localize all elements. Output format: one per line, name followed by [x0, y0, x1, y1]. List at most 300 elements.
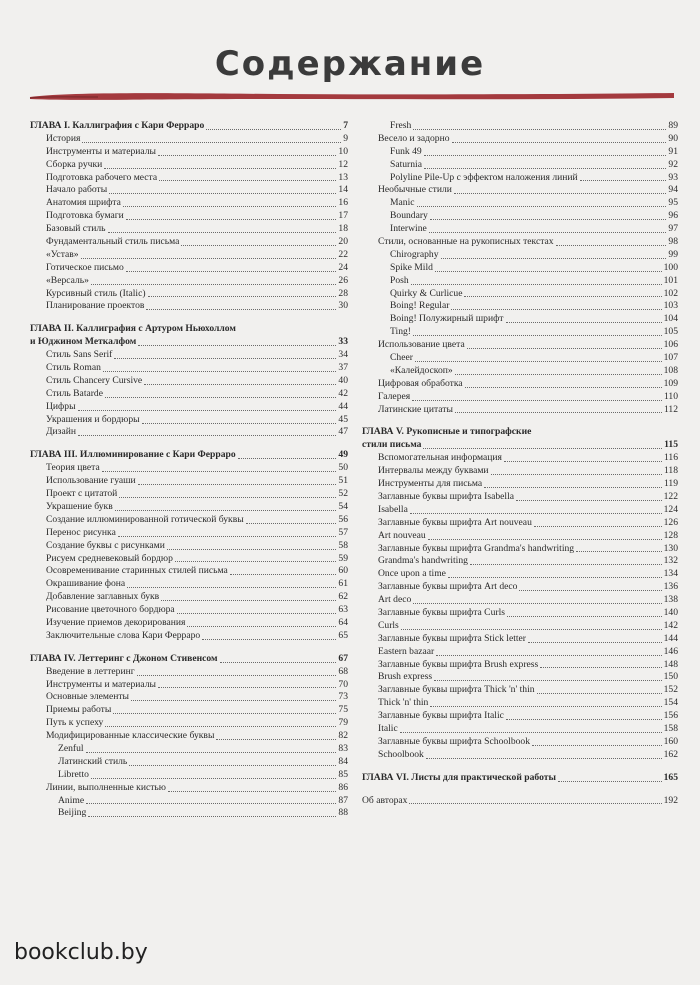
entry-title: Once upon a time [378, 568, 446, 580]
page-number: 26 [338, 274, 348, 286]
dot-leader [127, 587, 336, 588]
dot-leader [400, 732, 662, 733]
toc-entry [362, 172, 678, 185]
dot-leader [137, 675, 337, 676]
dot-leader [158, 687, 336, 688]
entry-title: Начало работы [46, 184, 108, 196]
page-number: 83 [338, 742, 348, 754]
dot-leader [131, 700, 336, 701]
toc-entry [30, 362, 348, 375]
page-number: 63 [338, 604, 348, 616]
dot-leader [467, 348, 662, 349]
page-number: 57 [338, 526, 348, 538]
dot-leader [540, 667, 661, 668]
toc-entry [30, 197, 348, 210]
dot-leader [452, 142, 667, 143]
dot-leader [429, 232, 667, 233]
toc-entry [362, 452, 678, 465]
entry-title: Funk 49 [390, 145, 422, 157]
dot-leader [91, 778, 337, 779]
toc-entry [30, 401, 348, 414]
toc-entry [362, 633, 678, 646]
watermark-text: bookclub.by [14, 940, 148, 965]
page-number: 95 [668, 197, 678, 209]
dot-leader [187, 626, 336, 627]
page-number: 128 [663, 529, 678, 541]
page-number: 30 [338, 300, 348, 312]
toc-entry [30, 275, 348, 288]
dot-leader [206, 129, 341, 130]
entry-title: Курсивный стиль (Italic) [46, 287, 146, 299]
toc-column-right [362, 120, 678, 817]
entry-title: Anime [58, 794, 85, 806]
toc-entry [362, 555, 678, 568]
page-number: 112 [663, 403, 678, 415]
toc-entry [30, 300, 348, 313]
toc-entry [30, 782, 348, 795]
toc-entry [362, 133, 678, 146]
page-number: 165 [663, 771, 678, 783]
page-title: Содержание [214, 44, 486, 84]
toc-entry [362, 120, 678, 133]
page-number: 124 [663, 503, 678, 515]
toc-column-left [30, 120, 348, 830]
toc-entry [30, 414, 348, 427]
page-number: 13 [338, 171, 348, 183]
entry-title: Заглавные буквы шрифта Isabella [378, 490, 515, 502]
entry-title: Инструменты и материалы [46, 678, 156, 690]
dot-leader [181, 245, 336, 246]
toc-entry [30, 159, 348, 172]
page-number: 144 [663, 632, 678, 644]
dot-leader [91, 284, 336, 285]
toc-entry [30, 501, 348, 514]
chapter-heading [362, 439, 678, 452]
entry-title: Линии, выполненные кистью [46, 781, 166, 793]
entry-title: Beijing [58, 807, 87, 819]
toc-entry [362, 594, 678, 607]
page-number: 51 [338, 475, 348, 487]
toc-entry [30, 475, 348, 488]
entry-title: Подготовка рабочего места [46, 171, 158, 183]
entry-title: Brush express [378, 671, 433, 683]
page-number: 50 [338, 462, 348, 474]
entry-title: и Юджином Меткалфом [30, 336, 137, 348]
page-number: 85 [338, 768, 348, 780]
entry-title: Isabella [378, 503, 408, 515]
dot-leader [441, 258, 667, 259]
toc-entry [362, 326, 678, 339]
page-number: 89 [668, 119, 678, 131]
toc-entry [362, 300, 678, 313]
toc-entry [362, 146, 678, 159]
entry-title: Стиль Chancery Cursive [46, 374, 143, 386]
page-number: 110 [663, 390, 678, 402]
entry-title: Использование гуаши [46, 475, 136, 487]
entry-title: Украшения и бордюры [46, 413, 140, 425]
page-number: 101 [663, 274, 678, 286]
toc-entry [362, 478, 678, 491]
entry-title: Теория цвета [46, 462, 100, 474]
page-number: 132 [663, 555, 678, 567]
page-number: 118 [663, 465, 678, 477]
dot-leader [504, 461, 662, 462]
page-number: 52 [338, 488, 348, 500]
entry-title: Подготовка бумаги [46, 210, 124, 222]
page-number: 119 [663, 478, 678, 490]
page-number: 9 [343, 132, 348, 144]
toc-entry [362, 223, 678, 236]
toc-entry [362, 262, 678, 275]
entry-title: Украшение букв [46, 500, 113, 512]
dot-leader [428, 539, 662, 540]
page-number: 152 [663, 684, 678, 696]
chapter-block [30, 120, 348, 313]
entry-title: Заглавные буквы шрифта Art deco [378, 581, 518, 593]
dot-leader [142, 423, 337, 424]
dot-leader [118, 536, 337, 537]
chapter-heading [362, 795, 678, 808]
entry-title: Проект с цитатой [46, 488, 118, 500]
entry-title: Заключительные слова Кари Ферраро [46, 629, 201, 641]
entry-title: Рисуем средневековый бордюр [46, 552, 173, 564]
dot-leader [78, 435, 336, 436]
entry-title: Curls [378, 619, 399, 631]
entry-title: История [46, 132, 81, 144]
dot-leader [114, 358, 336, 359]
page-number: 148 [663, 658, 678, 670]
toc-entry [362, 671, 678, 684]
dot-leader [82, 142, 341, 143]
dot-leader [129, 765, 336, 766]
dot-leader [519, 590, 661, 591]
entry-title: Цифры [46, 400, 76, 412]
toc-entry [30, 388, 348, 401]
entry-title: Введение в леттеринг [46, 665, 135, 677]
dot-leader [230, 574, 337, 575]
entry-title: Thick 'n' thin [378, 697, 429, 709]
toc-entry [30, 133, 348, 146]
entry-title: Модифицированные классические буквы [46, 730, 215, 742]
entry-title: Заглавные буквы шрифта Grandma's handwriting [378, 542, 575, 554]
dot-leader [123, 206, 337, 207]
toc-entry [362, 684, 678, 697]
page-number: 94 [668, 184, 678, 196]
entry-title: Заглавные буквы шрифта Art nouveau [378, 516, 532, 528]
toc-entry [362, 620, 678, 633]
toc-entry [30, 514, 348, 527]
dot-leader [102, 471, 337, 472]
dot-leader [435, 271, 662, 272]
page-number: 24 [338, 261, 348, 273]
page-number: 40 [338, 374, 348, 386]
entry-title: «Версаль» [46, 274, 89, 286]
dot-leader [401, 629, 662, 630]
dot-leader [220, 662, 337, 663]
toc-entry [362, 210, 678, 223]
entry-title: Стиль Sans Serif [46, 349, 113, 361]
toc-entry [362, 710, 678, 723]
dot-leader [138, 345, 336, 346]
page-number: 100 [663, 261, 678, 273]
dot-leader [138, 484, 337, 485]
page-number: 44 [338, 400, 348, 412]
dot-leader [146, 309, 336, 310]
toc-entry [362, 236, 678, 249]
page-number: 136 [663, 581, 678, 593]
page-number: 142 [663, 619, 678, 631]
toc-entry [362, 365, 678, 378]
dot-leader [415, 361, 662, 362]
toc-entry [30, 184, 348, 197]
chapter-block [30, 449, 348, 642]
entry-title: Boing! Полужирный шрифт [390, 313, 504, 325]
page-number: 108 [663, 364, 678, 376]
page-number: 106 [663, 339, 678, 351]
entry-title: Стиль Roman [46, 362, 101, 374]
dot-leader [506, 322, 662, 323]
page-number: 105 [663, 326, 678, 338]
entry-title: Готическое письмо [46, 261, 124, 273]
page-number: 90 [668, 132, 678, 144]
page-number: 126 [663, 516, 678, 528]
entry-title: Заглавные буквы шрифта Brush express [378, 658, 539, 670]
entry-title: Fresh [390, 119, 412, 131]
page-number: 130 [663, 542, 678, 554]
dot-leader [148, 296, 337, 297]
dot-leader [465, 387, 662, 388]
dot-leader [161, 600, 336, 601]
page-number: 109 [663, 377, 678, 389]
dot-leader [412, 400, 662, 401]
page-number: 99 [668, 248, 678, 260]
entry-title: Zenful [58, 742, 84, 754]
dot-leader [126, 219, 337, 220]
dot-leader [86, 803, 336, 804]
entry-title: Анатомия шрифта [46, 197, 121, 209]
entry-title: Art nouveau [378, 529, 426, 541]
entry-title: Добавление заглавных букв [46, 591, 160, 603]
dot-leader [413, 335, 662, 336]
page-number: 68 [338, 665, 348, 677]
dot-leader [558, 781, 662, 782]
dot-leader [430, 219, 667, 220]
chapter-heading [30, 653, 348, 666]
entry-title: Фундаментальный стиль письма [46, 236, 180, 247]
toc-entry [30, 262, 348, 275]
page-number: 116 [663, 452, 678, 464]
page-number: 96 [668, 210, 678, 222]
dot-leader [144, 384, 336, 385]
page-number: 122 [663, 490, 678, 502]
toc-entry [30, 236, 348, 249]
dot-leader [167, 549, 337, 550]
toc-entry [362, 159, 678, 172]
entry-title: Планирование проектов [46, 300, 145, 312]
entry-title: Cheer [390, 352, 413, 364]
page-number: 59 [338, 552, 348, 564]
toc-entry [30, 730, 348, 743]
dot-leader [506, 719, 662, 720]
entry-title: Chirography [390, 248, 439, 260]
toc-entry [30, 807, 348, 820]
entry-title: Quirky & Curlicue [390, 287, 463, 299]
page-number: 18 [338, 223, 348, 235]
entry-title: Заглавные буквы шрифта Stick letter [378, 632, 526, 644]
page-number: 22 [338, 248, 348, 260]
toc-entry [30, 349, 348, 362]
chapter-heading [30, 449, 348, 462]
entry-title: Заглавные буквы шрифта Curls [378, 606, 505, 618]
entry-title: Латинские цитаты [378, 403, 453, 415]
chapter-block [30, 653, 348, 821]
toc-entry [362, 646, 678, 659]
dot-leader [423, 448, 662, 449]
toc-entry [362, 659, 678, 672]
dot-leader [434, 680, 662, 681]
page-number: 20 [338, 236, 348, 247]
entry-title: Заглавные буквы шрифта Italic [378, 710, 504, 722]
chapter-heading-line: ГЛАВА V. Рукописные и типографские [362, 426, 532, 438]
page-number: 87 [338, 794, 348, 806]
toc-entry [362, 530, 678, 543]
entry-title: Вспомогательная информация [378, 452, 502, 464]
page-number: 98 [668, 236, 678, 247]
page-number: 56 [338, 513, 348, 525]
page-number: 14 [338, 184, 348, 196]
toc-entry [30, 527, 348, 540]
toc-entry [30, 704, 348, 717]
dot-leader [238, 458, 337, 459]
toc-entry [30, 630, 348, 643]
dot-leader [516, 500, 662, 501]
page-number: 75 [338, 704, 348, 716]
page-number: 93 [668, 171, 678, 183]
page-number: 82 [338, 730, 348, 742]
dot-leader [556, 245, 667, 246]
page-number: 115 [664, 439, 678, 451]
page-number: 104 [663, 313, 678, 325]
dot-leader [454, 193, 667, 194]
toc-entry [362, 313, 678, 326]
toc-entry [362, 607, 678, 620]
entry-title: Boundary [390, 210, 428, 222]
entry-title: Инструменты для письма [378, 478, 483, 490]
toc-entry [30, 172, 348, 185]
page-number: 33 [338, 336, 348, 348]
entry-title: Дизайн [46, 426, 76, 438]
page-number: 79 [338, 717, 348, 729]
toc-entry [362, 491, 678, 504]
dot-leader [484, 487, 662, 488]
toc-entry [30, 540, 348, 553]
dot-leader [78, 410, 337, 411]
page-number: 97 [668, 223, 678, 235]
dot-leader [491, 474, 662, 475]
entry-title: Сборка ручки [46, 158, 103, 170]
page-number: 107 [663, 352, 678, 364]
page-number: 86 [338, 781, 348, 793]
entry-title: «Калейдоскоп» [390, 364, 453, 376]
page-number: 103 [663, 300, 678, 312]
dot-leader [88, 816, 336, 817]
toc-entry [362, 568, 678, 581]
page-number: 58 [338, 539, 348, 551]
dot-leader [430, 706, 661, 707]
page-number: 64 [338, 616, 348, 628]
page-number: 102 [663, 287, 678, 299]
chapter-block [362, 795, 678, 808]
entry-title: Italic [378, 722, 398, 734]
dot-leader [507, 616, 662, 617]
page-number: 134 [663, 568, 678, 580]
dot-leader [426, 758, 662, 759]
dot-leader [105, 397, 336, 398]
page-number: 12 [338, 158, 348, 170]
toc-entry [362, 697, 678, 710]
toc-entry [362, 288, 678, 301]
dot-leader [158, 155, 336, 156]
entry-title: Использование цвета [378, 339, 465, 351]
page-number: 45 [338, 413, 348, 425]
entry-title: Стиль Batarde [46, 387, 103, 399]
dot-leader [246, 523, 337, 524]
dot-leader [455, 374, 662, 375]
entry-title: Весело и задорно [378, 132, 450, 144]
page-number: 140 [663, 606, 678, 618]
dot-leader [436, 655, 661, 656]
entry-title: Об авторах [362, 794, 408, 806]
dot-leader [470, 564, 662, 565]
page-number: 154 [663, 697, 678, 709]
page-number: 88 [338, 807, 348, 819]
toc-entry [362, 404, 678, 417]
dot-leader [576, 551, 662, 552]
toc-entry [362, 749, 678, 762]
chapter-block [30, 323, 348, 439]
dot-leader [177, 613, 337, 614]
toc-entry [30, 591, 348, 604]
toc-entry [362, 543, 678, 556]
page-number: 158 [663, 722, 678, 734]
chapter-block [362, 120, 678, 416]
dot-leader [410, 513, 662, 514]
page-number: 47 [338, 426, 348, 438]
page-number: 10 [338, 145, 348, 157]
dot-leader [424, 155, 667, 156]
dot-leader [202, 639, 336, 640]
page-number: 61 [338, 578, 348, 590]
entry-title: Заглавные буквы шрифта Thick 'n' thin [378, 684, 535, 696]
dot-leader [413, 129, 666, 130]
toc-entry [30, 769, 348, 782]
entry-title: Создание иллюминированной готической буквы [46, 513, 244, 525]
dot-leader [455, 412, 662, 413]
toc-entry [362, 339, 678, 352]
dot-leader [451, 309, 661, 310]
entry-title: Schoolbook [378, 748, 424, 760]
page-number: 49 [338, 449, 348, 461]
toc-entry [30, 578, 348, 591]
dot-leader [216, 739, 336, 740]
page-number: 162 [663, 748, 678, 760]
dot-leader [81, 258, 337, 259]
entry-title: Приемы работы [46, 704, 112, 716]
toc-entry [30, 288, 348, 301]
toc-entry [30, 617, 348, 630]
dot-leader [411, 284, 662, 285]
entry-title: Boing! Regular [390, 300, 450, 312]
